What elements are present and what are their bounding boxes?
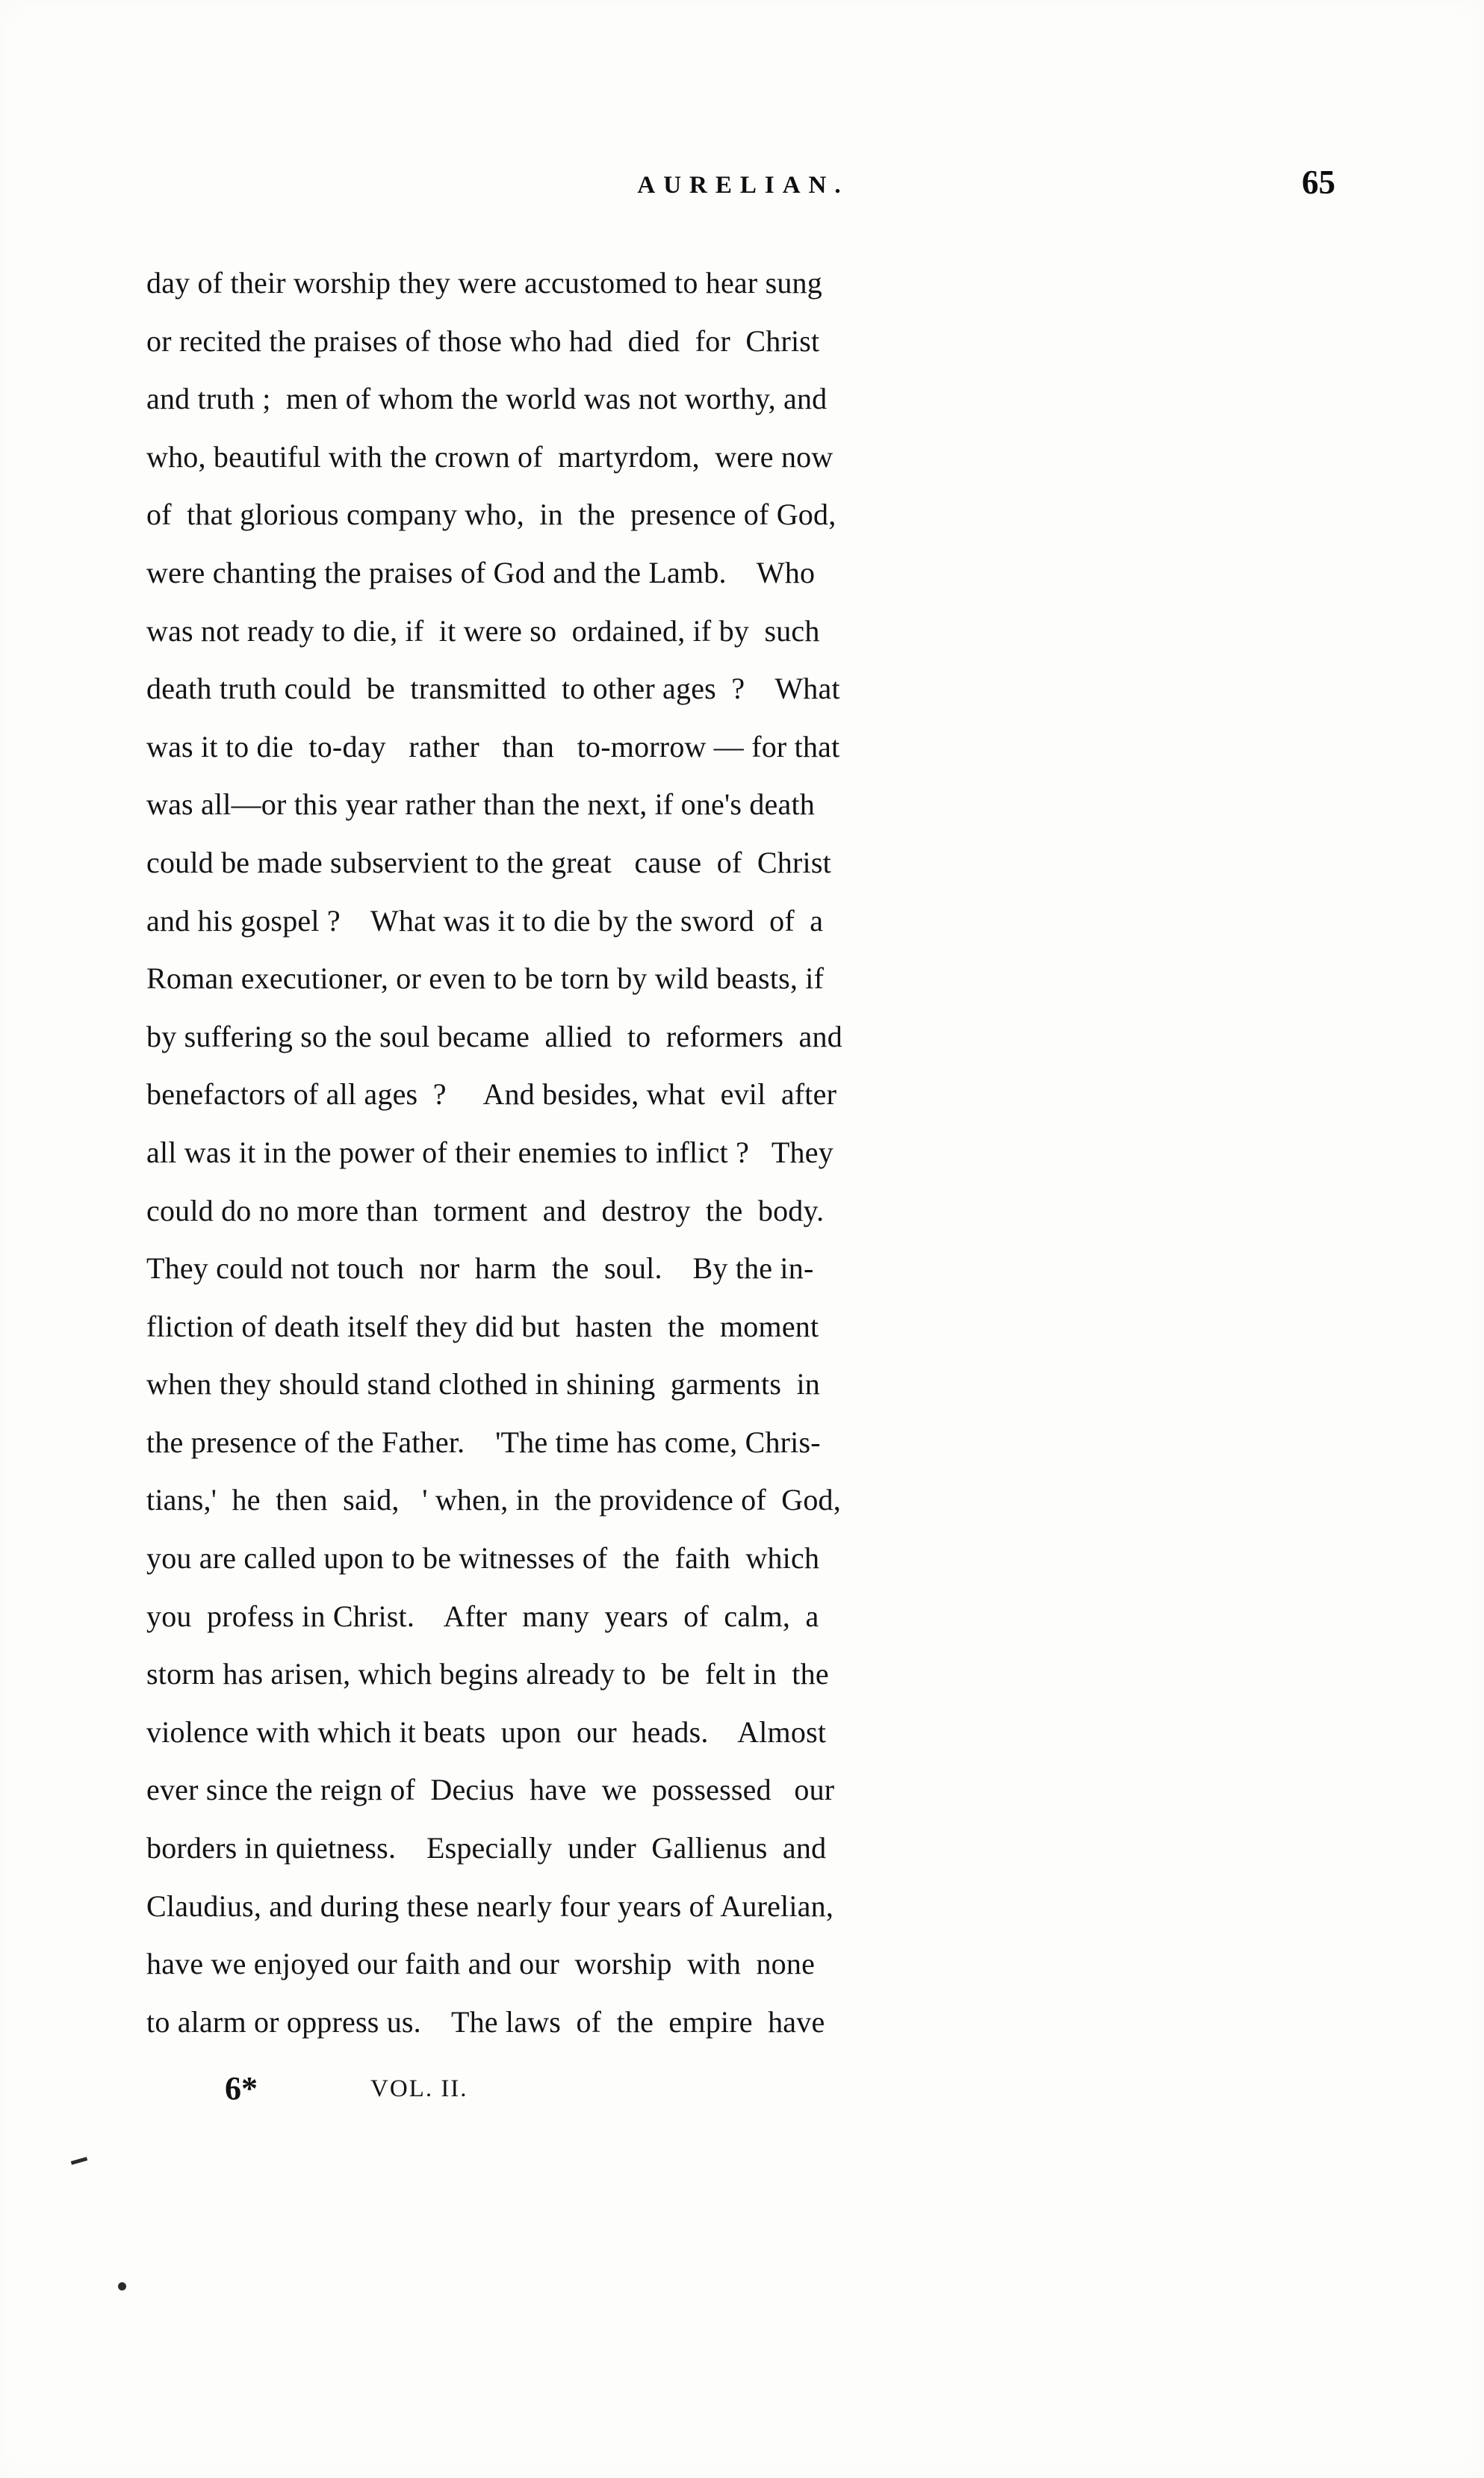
text-line: They could not touch nor harm the soul. By the in- <box>146 1251 814 1286</box>
text-line: death truth could be transmitted to other ages ? What <box>146 672 840 706</box>
text-line: Roman executioner, or even to be torn by wild beasts, if <box>146 961 825 996</box>
text-line: could be made subservient to the great cause of Christ <box>146 845 831 879</box>
text-line: by suffering so the soul became allied to reformers and <box>146 1019 842 1053</box>
page-number: 65 <box>1302 164 1335 201</box>
volume-label: VOL. II. <box>370 2075 468 2102</box>
text-line: of that glorious company who, in the presence of God, <box>146 498 836 532</box>
text-line: storm has arisen, which begins already to be felt in the <box>146 1657 829 1691</box>
text-line: Claudius, and during these nearly four years of Aurelian, <box>146 1889 834 1923</box>
text-line: tians,' he then said, ' when, in the providence of God, <box>146 1483 841 1517</box>
text-line: you profess in Christ. After many years of calm, a <box>146 1599 819 1633</box>
text-line: have we enjoyed our faith and our worship with none <box>146 1947 816 1981</box>
text-line: was all—or this year rather than the next, if one's death <box>146 787 815 822</box>
text-line: violence with which it beats upon our heads. Almost <box>146 1715 827 1749</box>
text-line: could do no more than torment and destroy the body. <box>146 1193 825 1227</box>
text-line: and truth ; men of whom the world was not worthy, and <box>146 382 828 416</box>
text-line: you are called upon to be witnesses of the faith which <box>146 1541 820 1576</box>
text-line: day of their worship they were accustomed to hear sung <box>146 266 822 300</box>
text-line: all was it in the power of their enemies to inflict ? They <box>146 1135 833 1169</box>
signature-line <box>146 2069 1341 2122</box>
text-line: or recited the praises of those who had died for Christ <box>146 323 820 358</box>
text-line: who, beautiful with the crown of martyrdom, were now <box>146 439 833 474</box>
text-line: borders in quietness. Especially under Gallienus and <box>146 1831 827 1865</box>
running-head-title: AURELIAN. <box>637 172 849 199</box>
text-line: the presence of the Father. 'The time has come, Chris- <box>146 1425 821 1459</box>
scan-artifact-dash <box>71 2157 88 2165</box>
running-head <box>142 164 1344 224</box>
text-line: was not ready to die, if it were so ordained, if by such <box>146 613 820 648</box>
text-line: ever since the reign of Decius have we possessed our <box>146 1773 835 1807</box>
scan-artifact-dot <box>118 2282 126 2290</box>
text-line: fliction of death itself they did but hasten the moment <box>146 1309 819 1343</box>
text-line: benefactors of all ages ? And besides, what evil after <box>146 1077 837 1112</box>
text-line: to alarm or oppress us. The laws of the empire have <box>146 2004 825 2039</box>
body-text <box>146 254 1341 2051</box>
text-line: was it to die to-day rather than to-morrow — for that <box>146 729 840 763</box>
text-line: were chanting the praises of God and the Lamb. Who <box>146 555 816 589</box>
signature-mark: 6* <box>225 2070 258 2107</box>
text-line: when they should stand clothed in shining garments in <box>146 1367 820 1401</box>
text-line: and his gospel ? What was it to die by the sword of a <box>146 903 824 938</box>
